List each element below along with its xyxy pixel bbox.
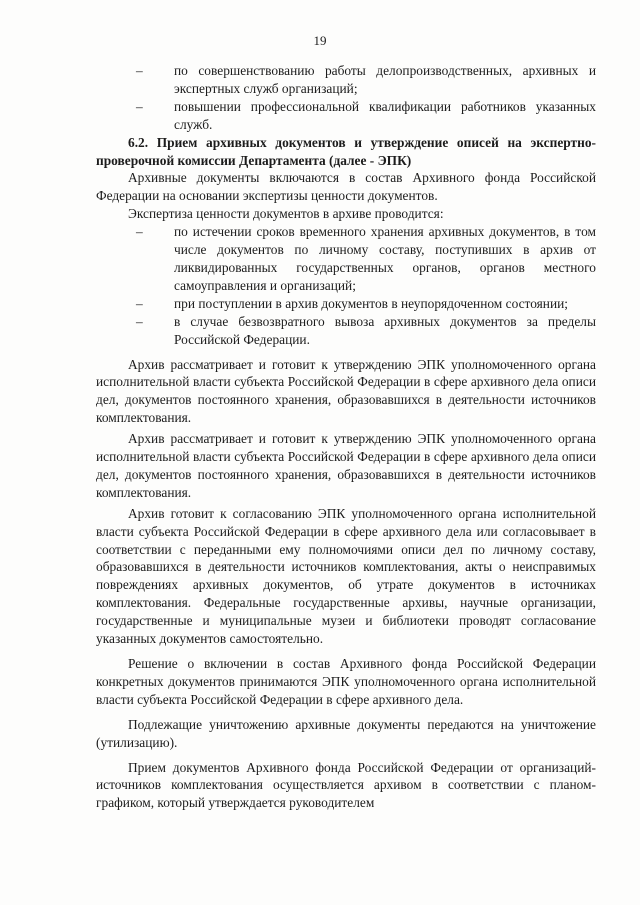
list-item	[96, 62, 596, 98]
list-item	[96, 295, 596, 313]
paragraph: Архивные документы включаются в состав Архивного фонда Российской Федерации на основании экспертизы ценности документов.	[96, 170, 596, 204]
paragraph: Прием документов Архивного фонда Российской Федерации от организаций-источников комплектования осуществляется архивом в соответствии с планом-графиком, который утверждается руководителем	[96, 759, 596, 811]
paragraph: Решение о включении в состав Архивного фонда Российской Федерации конкретных документов принимаются ЭПК уполномоченного органа исполнительной власти субъекта Российской Федерации в сфере архивного дела.	[96, 656, 596, 707]
document-body	[96, 62, 596, 812]
paragraph: Экспертиза ценности документов в архиве проводится:	[128, 206, 444, 222]
list-item	[96, 313, 596, 349]
paragraph: Подлежащие уничтожению архивные документы передаются на уничтожение (утилизацию).	[96, 716, 596, 750]
list-item	[96, 223, 596, 295]
list-item	[96, 98, 596, 134]
paragraph-text: повышении профессиональной квалификации работников указанных служб.	[174, 98, 596, 132]
paragraph-text: по совершенствованию работы делопроизводственных, архивных и экспертных служб организаций;	[174, 63, 596, 96]
paragraph: Архив рассматривает и готовит к утверждению ЭПК уполномоченного органа исполнительной власти субъекта Российской Федерации в сфере архивного дела описи дел, документов постоянного хранения, образовавшихся в деятельности источников комплектования.	[96, 431, 596, 500]
dash-marker: –	[136, 63, 143, 78]
dash-marker: –	[136, 295, 143, 311]
dash-marker: –	[136, 98, 143, 114]
section-heading: 6.2. Прием архивных документов и утверждение описей на экспертно-проверочной комиссии Департамента (далее - ЭПК)	[96, 134, 596, 168]
dash-marker: –	[136, 313, 143, 329]
paragraph: Архив готовит к согласованию ЭПК уполномоченного органа исполнительной власти субъекта Российской Федерации в сфере архивного дела или согласовывает в соответствии с переданными ему полномочиями описи дел по личному составу, образовавшихся в деятельности источников комплектования, акты о неисправимых повреждениях архивных документов, об утрате документов в источниках комплектования. Федеральные государственные архивы, научные организации, государственные и муниципальные музеи и библиотеки проводят согласование указанных документов самостоятельно.	[96, 505, 596, 647]
paragraph-text: при поступлении в архив документов в неупорядоченном состоянии;	[174, 295, 569, 311]
paragraph-text: в случае безвозвратного вывоза архивных документов за пределы Российской Федерации.	[174, 313, 596, 347]
paragraph: Архив рассматривает и готовит к утверждению ЭПК уполномоченного органа исполнительной власти субъекта Российской Федерации в сфере архивного дела описи дел, документов постоянного хранения, образовавшихся в деятельности источников комплектования.	[96, 356, 596, 426]
page-number: 19	[313, 33, 327, 48]
dash-marker: –	[136, 224, 143, 240]
paragraph-text: по истечении сроков временного хранения архивных документов, в том числе документов по личному составу, поступивших в архив от ликвидированных государственных органов, органов местного самоуправления и организаций;	[174, 224, 596, 293]
